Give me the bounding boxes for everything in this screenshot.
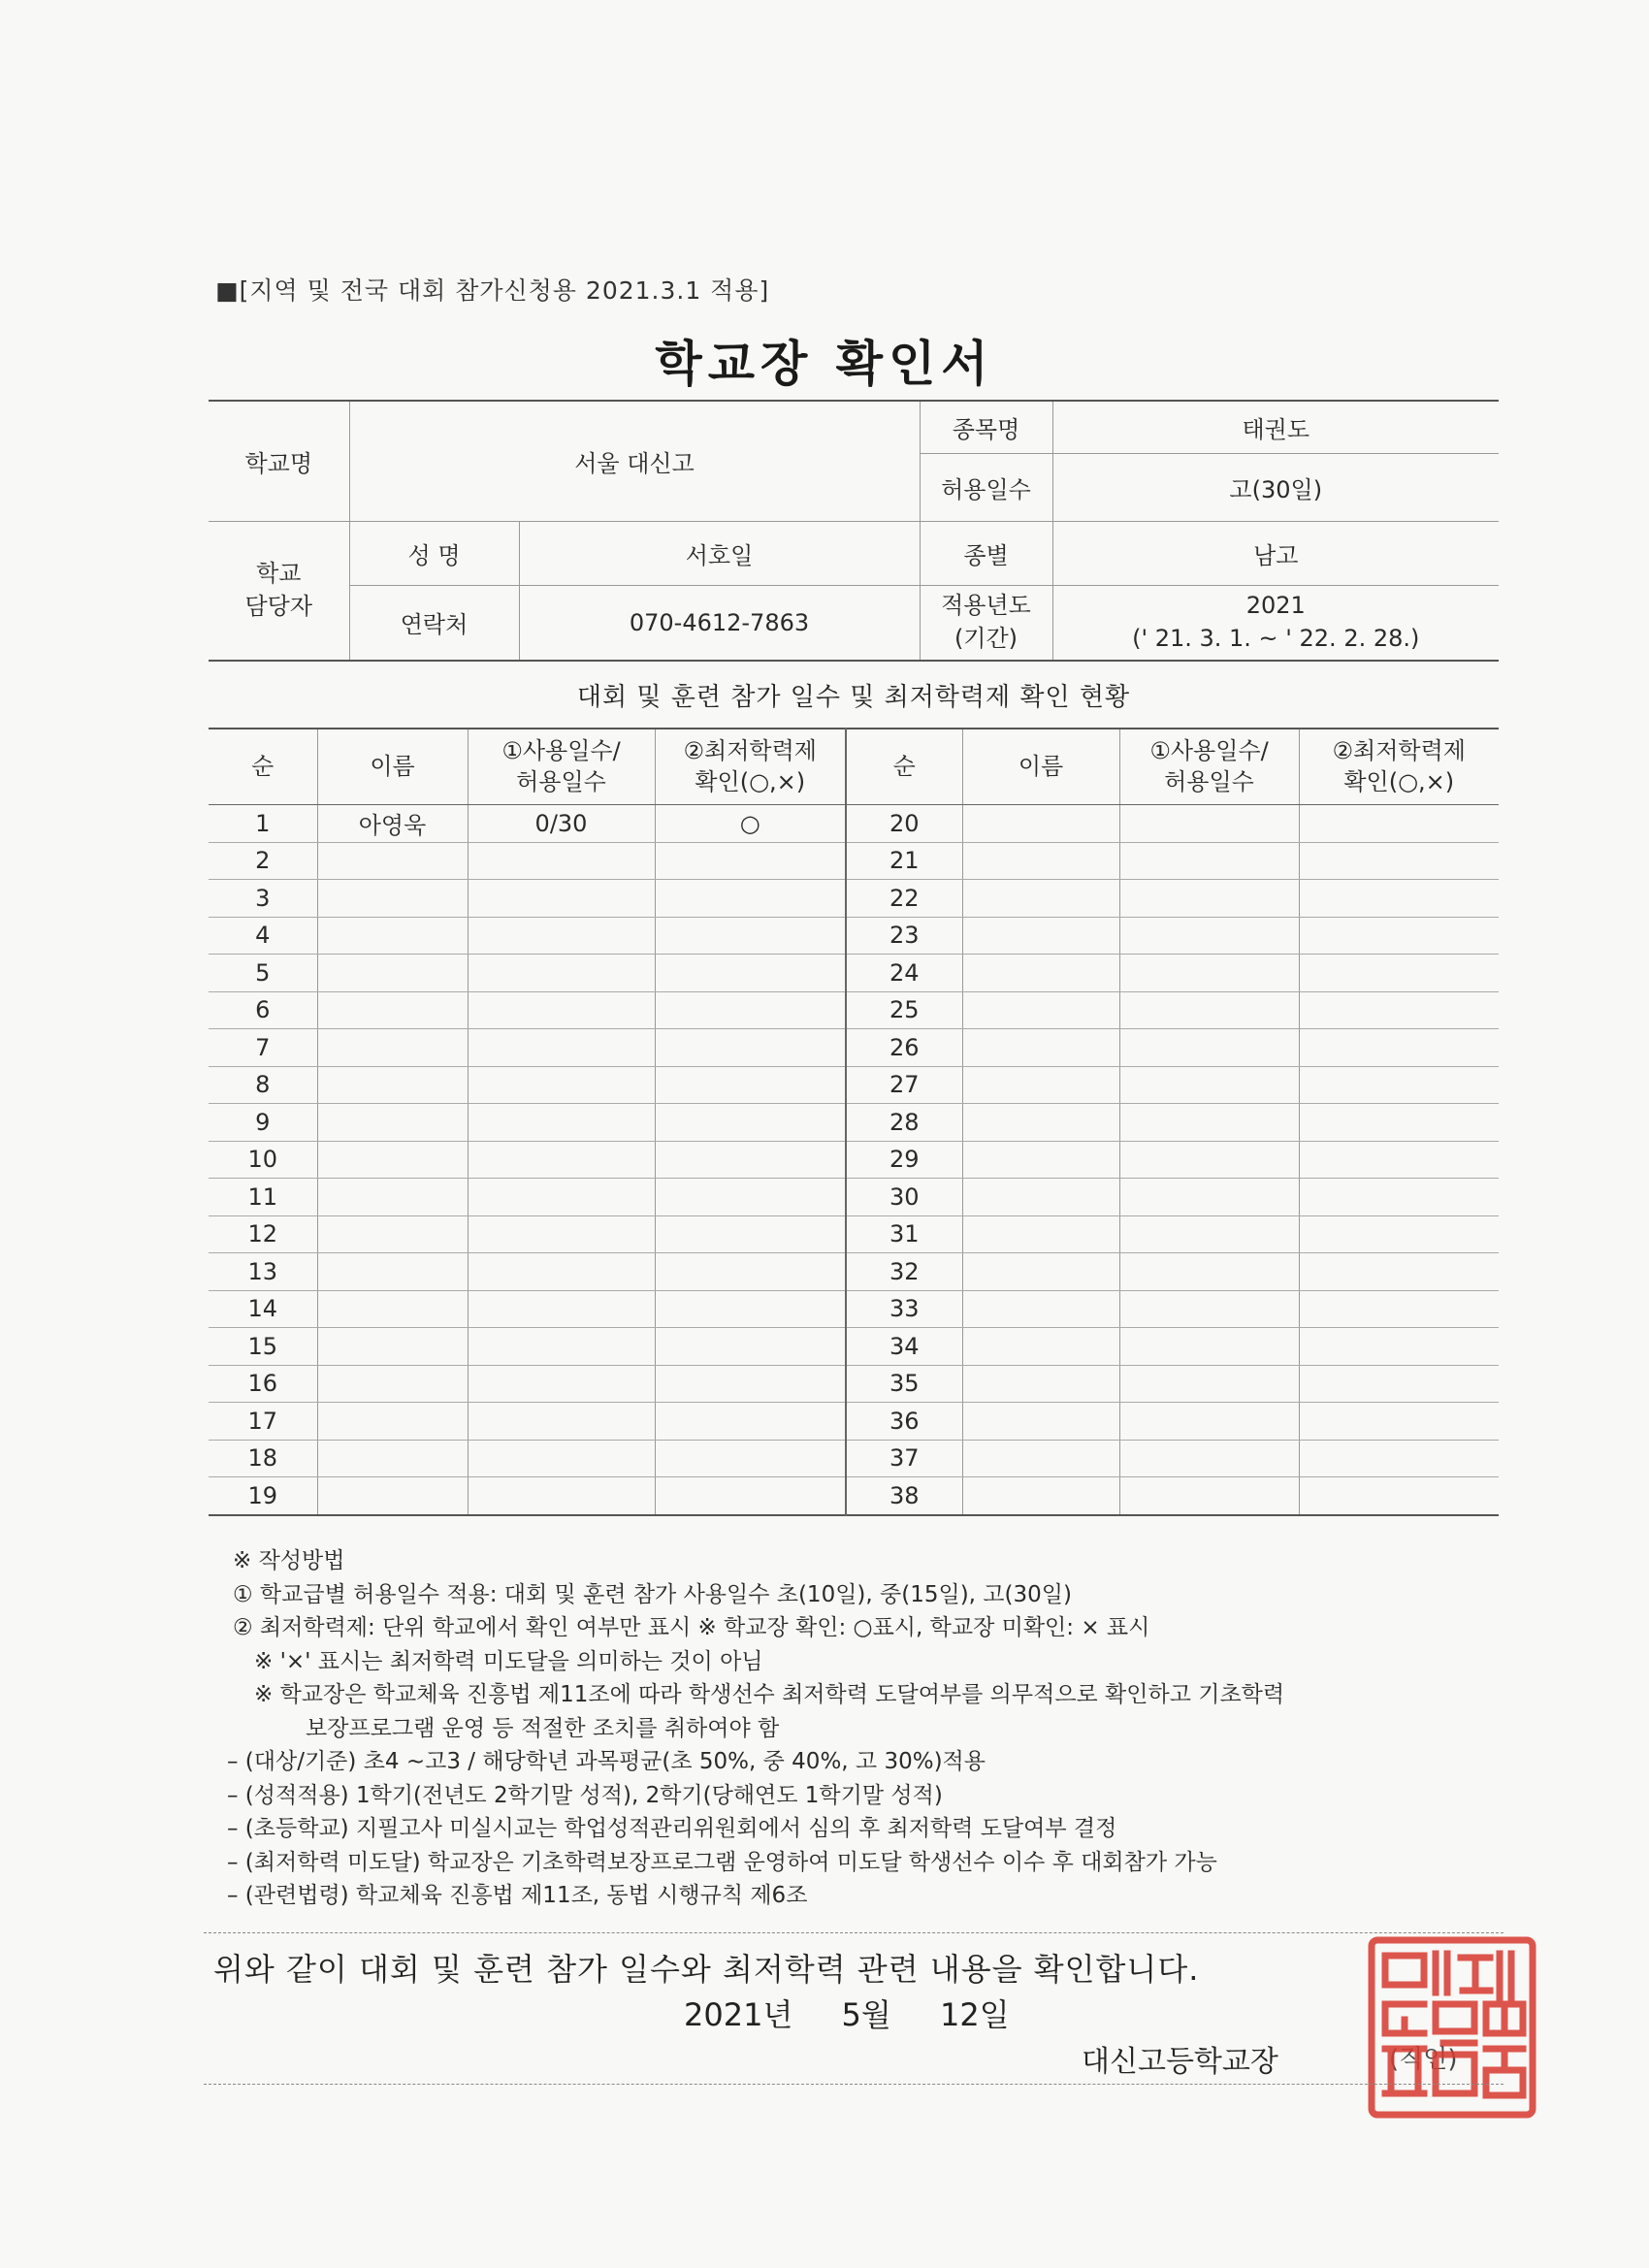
row-check-right — [1299, 1179, 1499, 1216]
instruction-line: – (성적적용) 1학기(전년도 2학기말 성적), 2학기(당해연도 1학기말 성적) — [227, 1782, 943, 1808]
row-check — [655, 1290, 846, 1328]
row-days-right — [1119, 1141, 1299, 1179]
row-no-right: 21 — [846, 842, 962, 880]
table-row — [209, 1179, 1499, 1216]
row-check-right — [1299, 1215, 1499, 1253]
table-row — [209, 991, 1499, 1029]
table-row — [209, 917, 1499, 955]
row-days-right — [1119, 917, 1299, 955]
year-cell — [1052, 585, 1499, 661]
row-check — [655, 1215, 846, 1253]
signer-name: 대신고등학교장 — [1082, 2045, 1278, 2079]
row-name-right — [962, 917, 1119, 955]
row-no-right: 20 — [846, 805, 962, 843]
row-no: 3 — [209, 880, 317, 918]
row-name-right — [962, 1253, 1119, 1291]
row-name — [317, 1141, 468, 1179]
row-no-right: 34 — [846, 1328, 962, 1366]
row-days-right — [1119, 1477, 1299, 1515]
row-check-right — [1299, 1253, 1499, 1291]
row-no-right: 26 — [846, 1029, 962, 1067]
row-days-right — [1119, 805, 1299, 843]
row-check: ○ — [655, 805, 846, 843]
row-name-right — [962, 1477, 1119, 1515]
row-check-right — [1299, 1403, 1499, 1441]
header-name-right: 이름 — [962, 729, 1119, 805]
row-name — [317, 1104, 468, 1142]
row-days-right — [1119, 1066, 1299, 1104]
row-name — [317, 1328, 468, 1366]
header-no: 순 — [209, 729, 317, 805]
row-days — [468, 991, 655, 1029]
contact-value: 070-4612-7863 — [519, 585, 920, 661]
row-name-right — [962, 991, 1119, 1029]
contact-label: 연락처 — [349, 585, 519, 661]
row-days-right — [1119, 1290, 1299, 1328]
instruction-line: ② 최저학력제: 단위 학교에서 확인 여부만 표시 ※ 학교장 확인: ○표시, 학교장 미확인: × 표시 — [233, 1615, 1150, 1640]
row-name-right — [962, 1328, 1119, 1366]
row-days — [468, 1403, 655, 1441]
row-name-right — [962, 1365, 1119, 1403]
instruction-line: ※ 학교장은 학교체육 진흥법 제11조에 따라 학생선수 최저학력 도달여부를 의무적으로 확인하고 기초학력 — [254, 1682, 1285, 1707]
table-row — [209, 955, 1499, 992]
row-days-right — [1119, 1215, 1299, 1253]
row-check-right — [1299, 991, 1499, 1029]
row-no: 7 — [209, 1029, 317, 1067]
row-no: 15 — [209, 1328, 317, 1366]
row-name — [317, 1253, 468, 1291]
row-check — [655, 1029, 846, 1067]
period-value: (' 21. 3. 1. ~ ' 22. 2. 28.) — [1132, 624, 1420, 652]
row-name-right — [962, 1290, 1119, 1328]
row-name: 아영욱 — [317, 805, 468, 843]
roster-table — [209, 728, 1499, 1516]
row-no-right: 36 — [846, 1403, 962, 1441]
row-days-right — [1119, 1365, 1299, 1403]
school-value: 서울 대신고 — [349, 401, 920, 521]
row-days — [468, 1328, 655, 1366]
row-days — [468, 1066, 655, 1104]
row-days-right — [1119, 1328, 1299, 1366]
row-name — [317, 1365, 468, 1403]
row-check-right — [1299, 917, 1499, 955]
row-check — [655, 1141, 846, 1179]
row-days — [468, 1290, 655, 1328]
row-name-right — [962, 1104, 1119, 1142]
table-row — [209, 1403, 1499, 1441]
table-row — [209, 1290, 1499, 1328]
row-no: 14 — [209, 1290, 317, 1328]
row-no: 13 — [209, 1253, 317, 1291]
row-check — [655, 955, 846, 992]
document-title: 학교장 확인서 — [655, 336, 994, 392]
row-name — [317, 842, 468, 880]
table-row — [209, 1365, 1499, 1403]
row-name — [317, 880, 468, 918]
header-name: 이름 — [317, 729, 468, 805]
table-row — [209, 1029, 1499, 1067]
official-seal-stamp — [1366, 1934, 1538, 2121]
row-name — [317, 1066, 468, 1104]
row-check — [655, 1104, 846, 1142]
row-days — [468, 842, 655, 880]
row-days — [468, 1179, 655, 1216]
table-row — [209, 842, 1499, 880]
allowed-days-label: 허용일수 — [920, 453, 1052, 521]
header-no-right: 순 — [846, 729, 962, 805]
row-no: 17 — [209, 1403, 317, 1441]
table-row — [209, 1215, 1499, 1253]
row-no: 4 — [209, 917, 317, 955]
manager-label: 학교 담당자 — [209, 521, 349, 661]
row-name-right — [962, 880, 1119, 918]
row-check — [655, 842, 846, 880]
name-label: 성 명 — [349, 521, 519, 585]
row-no-right: 28 — [846, 1104, 962, 1142]
row-check-right — [1299, 1029, 1499, 1067]
row-name-right — [962, 955, 1119, 992]
row-days — [468, 1253, 655, 1291]
instruction-line: 보장프로그램 운영 등 적절한 조치를 취하여야 함 — [306, 1715, 780, 1741]
divider-top — [204, 1932, 1504, 1933]
row-days — [468, 1440, 655, 1477]
table-row — [209, 1066, 1499, 1104]
table-row — [209, 805, 1499, 843]
row-no: 16 — [209, 1365, 317, 1403]
row-name-right — [962, 805, 1119, 843]
row-name-right — [962, 1029, 1119, 1067]
row-no: 18 — [209, 1440, 317, 1477]
allowed-days-value: 고(30일) — [1052, 453, 1499, 521]
roster-section-title: 대회 및 훈련 참가 일수 및 최저학력제 확인 현황 — [576, 683, 1131, 712]
row-check-right — [1299, 1104, 1499, 1142]
header-check-right: ②최저학력제 확인(○,×) — [1299, 729, 1499, 805]
confirmation-statement: 위와 같이 대회 및 훈련 참가 일수와 최저학력 관련 내용을 확인합니다. — [213, 1951, 1200, 1988]
row-days-right — [1119, 1253, 1299, 1291]
row-days-right — [1119, 880, 1299, 918]
row-days-right — [1119, 1440, 1299, 1477]
row-days — [468, 1029, 655, 1067]
row-days — [468, 1365, 655, 1403]
row-no: 2 — [209, 842, 317, 880]
row-name-right — [962, 1066, 1119, 1104]
event-value: 태권도 — [1052, 401, 1499, 453]
row-days-right — [1119, 991, 1299, 1029]
row-check-right — [1299, 1365, 1499, 1403]
row-check-right — [1299, 1066, 1499, 1104]
row-no: 10 — [209, 1141, 317, 1179]
row-no-right: 35 — [846, 1365, 962, 1403]
row-days-right — [1119, 1029, 1299, 1067]
row-days — [468, 917, 655, 955]
row-no: 5 — [209, 955, 317, 992]
row-check — [655, 1179, 846, 1216]
row-no: 8 — [209, 1066, 317, 1104]
row-days — [468, 1141, 655, 1179]
row-days-right — [1119, 842, 1299, 880]
divider-bottom — [204, 2084, 1504, 2085]
type-label: 종별 — [920, 521, 1052, 585]
instruction-line: ① 학교급별 허용일수 적용: 대회 및 훈련 참가 사용일수 초(10일), 중(15일), 고(30일) — [233, 1581, 1072, 1607]
date-year: 2021년 — [684, 1996, 793, 2033]
row-check-right — [1299, 1440, 1499, 1477]
row-days-right — [1119, 1104, 1299, 1142]
row-no-right: 38 — [846, 1477, 962, 1515]
row-days-right — [1119, 1179, 1299, 1216]
row-check — [655, 1328, 846, 1366]
event-label: 종목명 — [920, 401, 1052, 453]
row-name — [317, 1477, 468, 1515]
row-name — [317, 1290, 468, 1328]
row-name — [317, 955, 468, 992]
instruction-line: – (초등학교) 지필고사 미실시교는 학업성적관리위원회에서 심의 후 최저학력 도달여부 결정 — [227, 1816, 1117, 1841]
row-check-right — [1299, 842, 1499, 880]
table-row — [209, 1141, 1499, 1179]
row-days-right — [1119, 955, 1299, 992]
roster-body — [209, 729, 1499, 1515]
row-check-right — [1299, 1141, 1499, 1179]
row-check — [655, 991, 846, 1029]
row-no-right: 22 — [846, 880, 962, 918]
row-name-right — [962, 1141, 1119, 1179]
type-value: 남고 — [1052, 521, 1499, 585]
row-name-right — [962, 1440, 1119, 1477]
year-label: 적용년도 (기간) — [920, 585, 1052, 661]
row-days: 0/30 — [468, 805, 655, 843]
roster-header-row — [209, 729, 1499, 805]
row-no-right: 25 — [846, 991, 962, 1029]
instruction-line: ※ '×' 표시는 최저학력 미도달을 의미하는 것이 아님 — [254, 1648, 763, 1674]
row-no: 9 — [209, 1104, 317, 1142]
header-days: ①사용일수/ 허용일수 — [468, 729, 655, 805]
row-no-right: 32 — [846, 1253, 962, 1291]
row-no-right: 24 — [846, 955, 962, 992]
row-no: 19 — [209, 1477, 317, 1515]
table-row — [209, 1440, 1499, 1477]
form-header-tag: ■[지역 및 전국 대회 참가신청용 2021.3.1 적용] — [215, 276, 770, 305]
row-no-right: 23 — [846, 917, 962, 955]
row-check — [655, 1066, 846, 1104]
row-check-right — [1299, 1290, 1499, 1328]
row-days — [468, 1104, 655, 1142]
row-check — [655, 880, 846, 918]
date-month: 5월 — [841, 1996, 891, 2033]
row-name — [317, 1029, 468, 1067]
row-name — [317, 1179, 468, 1216]
row-name-right — [962, 1215, 1119, 1253]
row-check-right — [1299, 805, 1499, 843]
row-name — [317, 917, 468, 955]
row-check-right — [1299, 955, 1499, 992]
row-days — [468, 1215, 655, 1253]
row-check-right — [1299, 1328, 1499, 1366]
issue-date — [684, 1991, 1049, 2035]
row-days-right — [1119, 1403, 1299, 1441]
header-check: ②최저학력제 확인(○,×) — [655, 729, 846, 805]
row-name-right — [962, 1179, 1119, 1216]
row-check-right — [1299, 1477, 1499, 1515]
row-check — [655, 1440, 846, 1477]
table-row — [209, 1328, 1499, 1366]
row-no-right: 31 — [846, 1215, 962, 1253]
row-name — [317, 991, 468, 1029]
header-days-right: ①사용일수/ 허용일수 — [1119, 729, 1299, 805]
row-name — [317, 1440, 468, 1477]
row-name-right — [962, 1403, 1119, 1441]
row-name — [317, 1215, 468, 1253]
row-no-right: 30 — [846, 1179, 962, 1216]
row-check — [655, 1365, 846, 1403]
instruction-line: – (관련법령) 학교체육 진흥법 제11조, 동법 시행규칙 제6조 — [227, 1883, 808, 1908]
name-value: 서호일 — [519, 521, 920, 585]
row-check — [655, 1477, 846, 1515]
row-days — [468, 1477, 655, 1515]
row-no: 11 — [209, 1179, 317, 1216]
row-no-right: 27 — [846, 1066, 962, 1104]
row-check — [655, 1253, 846, 1291]
table-row — [209, 880, 1499, 918]
row-no-right: 29 — [846, 1141, 962, 1179]
row-no: 12 — [209, 1215, 317, 1253]
row-no: 6 — [209, 991, 317, 1029]
table-row — [209, 1253, 1499, 1291]
row-name-right — [962, 842, 1119, 880]
instructions — [227, 1544, 1285, 1913]
row-name — [317, 1403, 468, 1441]
row-days — [468, 880, 655, 918]
row-no: 1 — [209, 805, 317, 843]
instructions-heading: ※ 작성방법 — [233, 1548, 345, 1573]
table-row — [209, 1104, 1499, 1142]
date-day: 12일 — [939, 1996, 1010, 2033]
seal-label: (직인) — [1389, 2045, 1458, 2074]
table-row — [209, 1477, 1499, 1515]
row-no-right: 37 — [846, 1440, 962, 1477]
instruction-line: – (대상/기준) 초4 ~고3 / 해당학년 과목평균(초 50%, 중 40%, 고 30%)적용 — [227, 1749, 986, 1774]
school-label: 학교명 — [209, 401, 349, 521]
row-check — [655, 917, 846, 955]
row-days — [468, 955, 655, 992]
row-check — [655, 1403, 846, 1441]
instruction-line: – (최저학력 미도달) 학교장은 기초학력보장프로그램 운영하여 미도달 학생선수 이수 후 대회참가 가능 — [227, 1849, 1217, 1875]
row-no-right: 33 — [846, 1290, 962, 1328]
year-value: 2021 — [1245, 592, 1306, 620]
school-info-table — [209, 400, 1499, 662]
row-check-right — [1299, 880, 1499, 918]
